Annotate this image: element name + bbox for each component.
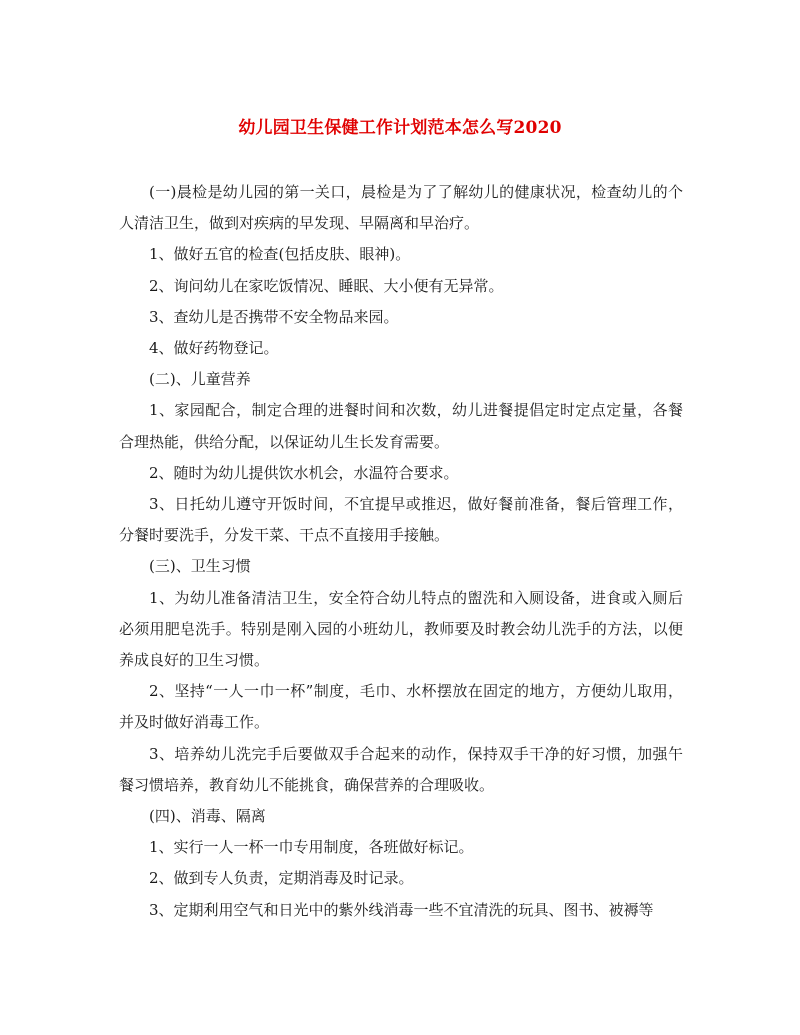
- paragraph: 4、做好药物登记。: [149, 339, 279, 358]
- paragraph: 1、实行一人一杯一巾专用制度，各班做好标记。: [149, 838, 474, 857]
- paragraph: 1、做好五官的检查(包括皮肤、眼神)。: [149, 245, 411, 264]
- paragraph: 3、定期利用空气和日光中的紫外线消毒一些不宜清洗的玩具、图书、被褥等: [149, 900, 654, 919]
- paragraph: (一)晨检是幼儿园的第一关口，晨检是为了了解幼儿的健康状况，检查幼儿的个人清洁卫生，做到对疾病的早发现、早隔离和早治疗。: [119, 183, 683, 233]
- paragraph: 1、家园配合，制定合理的进餐时间和次数，幼儿进餐提倡定时定点定量，各餐合理热能，供给分配，以保证幼儿生长发育需要。: [119, 401, 683, 451]
- paragraph: 2、做到专人负责，定期消毒及时记录。: [149, 869, 414, 888]
- paragraph: 1、为幼儿准备清洁卫生，安全符合幼儿特点的盥洗和入厕设备，进食或入厕后必须用肥皂洗手。特别是刚入园的小班幼儿，教师要及时教会幼儿洗手的方法，以便养成良好的卫生习惯。: [119, 588, 683, 670]
- section-heading: (三)、卫生习惯: [149, 557, 251, 576]
- paragraph: 3、日托幼儿遵守开饭时间，不宜提早或推迟，做好餐前准备，餐后管理工作，分餐时要洗手，分发干菜、干点不直接用手接触。: [119, 495, 683, 545]
- paragraph: 2、坚持“一人一巾一杯”制度，毛巾、水杯摆放在固定的地方，方便幼儿取用，并及时做好消毒工作。: [119, 682, 683, 732]
- document-title: 幼儿园卫生保健工作计划范本怎么写2020: [238, 118, 562, 138]
- paragraph: 3、培养幼儿洗完手后要做双手合起来的动作，保持双手干净的好习惯，加强午餐习惯培养，教育幼儿不能挑食，确保营养的合理吸收。: [119, 744, 683, 794]
- paragraph: 3、查幼儿是否携带不安全物品来园。: [149, 307, 399, 326]
- paragraph: 2、随时为幼儿提供饮水机会，水温符合要求。: [149, 463, 459, 482]
- paragraph: 2、询问幼儿在家吃饭情况、睡眠、大小便有无异常。: [149, 276, 504, 295]
- document-body: [119, 177, 683, 926]
- section-heading: (四)、消毒、隔离: [149, 807, 266, 826]
- section-heading: (二)、儿童营养: [149, 370, 251, 389]
